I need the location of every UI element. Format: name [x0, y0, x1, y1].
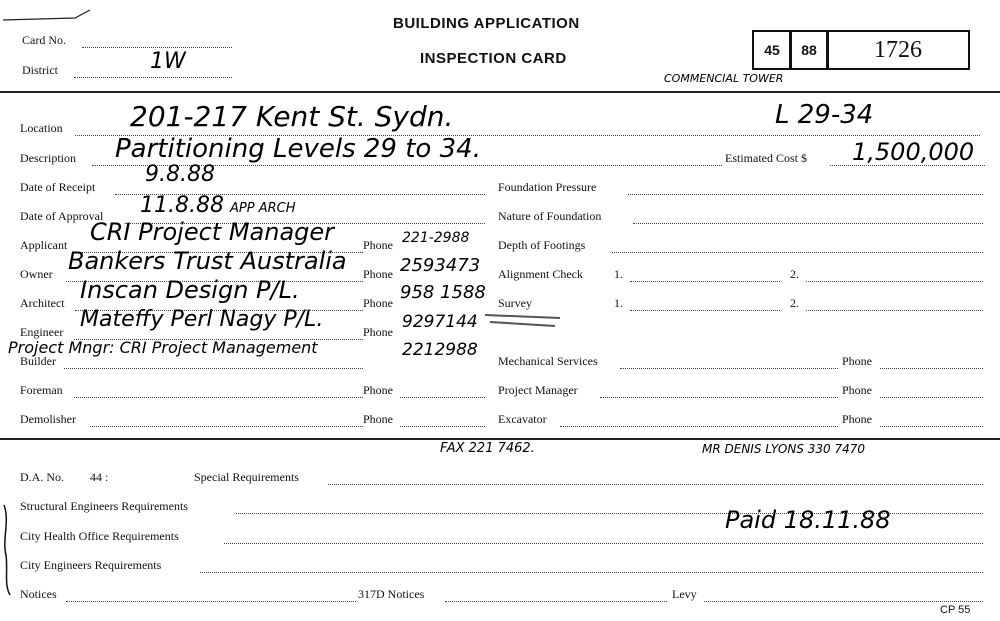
owner-value: Bankers Trust Australia [68, 247, 347, 275]
edge-mark [4, 505, 10, 595]
annotation-commercial: COMMENCIAL TOWER [664, 72, 784, 85]
date-approval-label: Date of Approval [20, 209, 104, 223]
builder-value: Project Mngr: CRI Project Management [8, 338, 318, 357]
district-value: 1W [150, 49, 186, 74]
box-number: 1726 [874, 36, 922, 63]
mechanical-label: Mechanical Services [498, 354, 598, 368]
description-value: Partitioning Levels 29 to 34. [115, 134, 481, 164]
title-line2: INSPECTION CARD [420, 50, 567, 67]
architect-phone-label: Phone [363, 296, 393, 310]
date-approval-note: APP ARCH [230, 201, 296, 216]
alignment-check-label: Alignment Check [498, 267, 583, 281]
location-label: Location [20, 121, 63, 135]
da-value: 44 : [90, 470, 109, 484]
health-note: Paid 18.11.88 [725, 506, 891, 534]
applicant-label: Applicant [20, 238, 68, 252]
demolisher-phone-label: Phone [363, 412, 393, 426]
architect-label: Architect [20, 296, 65, 310]
location-value: 201-217 Kent St. Sydn. [130, 100, 454, 133]
engineer-phone-label: Phone [363, 325, 393, 339]
foreman-phone-label: Phone [363, 383, 393, 397]
excavator-phone-label: Phone [842, 412, 872, 426]
applicant-value: CRI Project Manager [90, 218, 335, 246]
box-b: 88 [789, 30, 829, 70]
builder-phone: 2212988 [402, 340, 478, 360]
survey-label: Survey [498, 296, 532, 310]
excavator-label: Excavator [498, 412, 547, 426]
nature-foundation-label: Nature of Foundation [498, 209, 602, 223]
corner-mark [3, 10, 90, 20]
city-engineers-label: City Engineers Requirements [20, 558, 162, 572]
alignment-num2: 2. [790, 267, 799, 281]
alignment-num1: 1. [614, 267, 623, 281]
form-code: CP 55 [940, 604, 971, 616]
fax-note: FAX 221 7462. [440, 441, 535, 456]
district-label: District [22, 63, 58, 77]
engineer-label: Engineer [20, 325, 64, 339]
survey-num1: 1. [614, 296, 623, 310]
project-manager-phone-label: Phone [842, 383, 872, 397]
engineer-phone: 9297144 [402, 312, 478, 332]
survey-num2: 2. [790, 296, 799, 310]
depth-footings-label: Depth of Footings [498, 238, 586, 252]
builder-label: Builder [20, 354, 56, 368]
location-level: L 29-34 [775, 100, 874, 130]
owner-phone: 2593473 [400, 255, 481, 276]
demolisher-label: Demolisher [20, 412, 76, 426]
owner-phone-label: Phone [363, 267, 393, 281]
engineer-value: Mateffy Perl Nagy P/L. [80, 307, 324, 332]
card-no-label: Card No. [22, 33, 66, 47]
levy-label: Levy [672, 587, 697, 601]
structural-label: Structural Engineers Requirements [20, 499, 188, 513]
notices-label: Notices [20, 587, 57, 601]
title-line1: BUILDING APPLICATION [393, 15, 580, 32]
owner-label: Owner [20, 267, 53, 281]
estimated-cost-value: 1,500,000 [852, 138, 975, 166]
special-requirements-label: Special Requirements [194, 470, 299, 484]
date-receipt-label: Date of Receipt [20, 180, 96, 194]
health-label: City Health Office Requirements [20, 529, 179, 543]
applicant-phone-label: Phone [363, 238, 393, 252]
architect-value: Inscan Design P/L. [80, 276, 300, 304]
estimated-cost-label: Estimated Cost $ [725, 151, 807, 165]
architect-phone: 958 1588 [400, 282, 486, 303]
foundation-pressure-label: Foundation Pressure [498, 180, 597, 194]
contact-note: MR DENIS LYONS 330 7470 [702, 442, 866, 456]
description-label: Description [20, 151, 76, 165]
notices-317d-label: 317D Notices [358, 587, 425, 601]
date-approval-value: 11.8.88 [140, 193, 224, 218]
foreman-label: Foreman [20, 383, 63, 397]
project-manager-label: Project Manager [498, 383, 578, 397]
box-a: 45 [752, 30, 792, 70]
scribble-mark [485, 315, 560, 326]
mechanical-phone-label: Phone [842, 354, 872, 368]
applicant-phone: 221-2988 [402, 230, 470, 246]
date-receipt-value: 9.8.88 [145, 162, 215, 187]
da-label: D.A. No. [20, 470, 64, 484]
